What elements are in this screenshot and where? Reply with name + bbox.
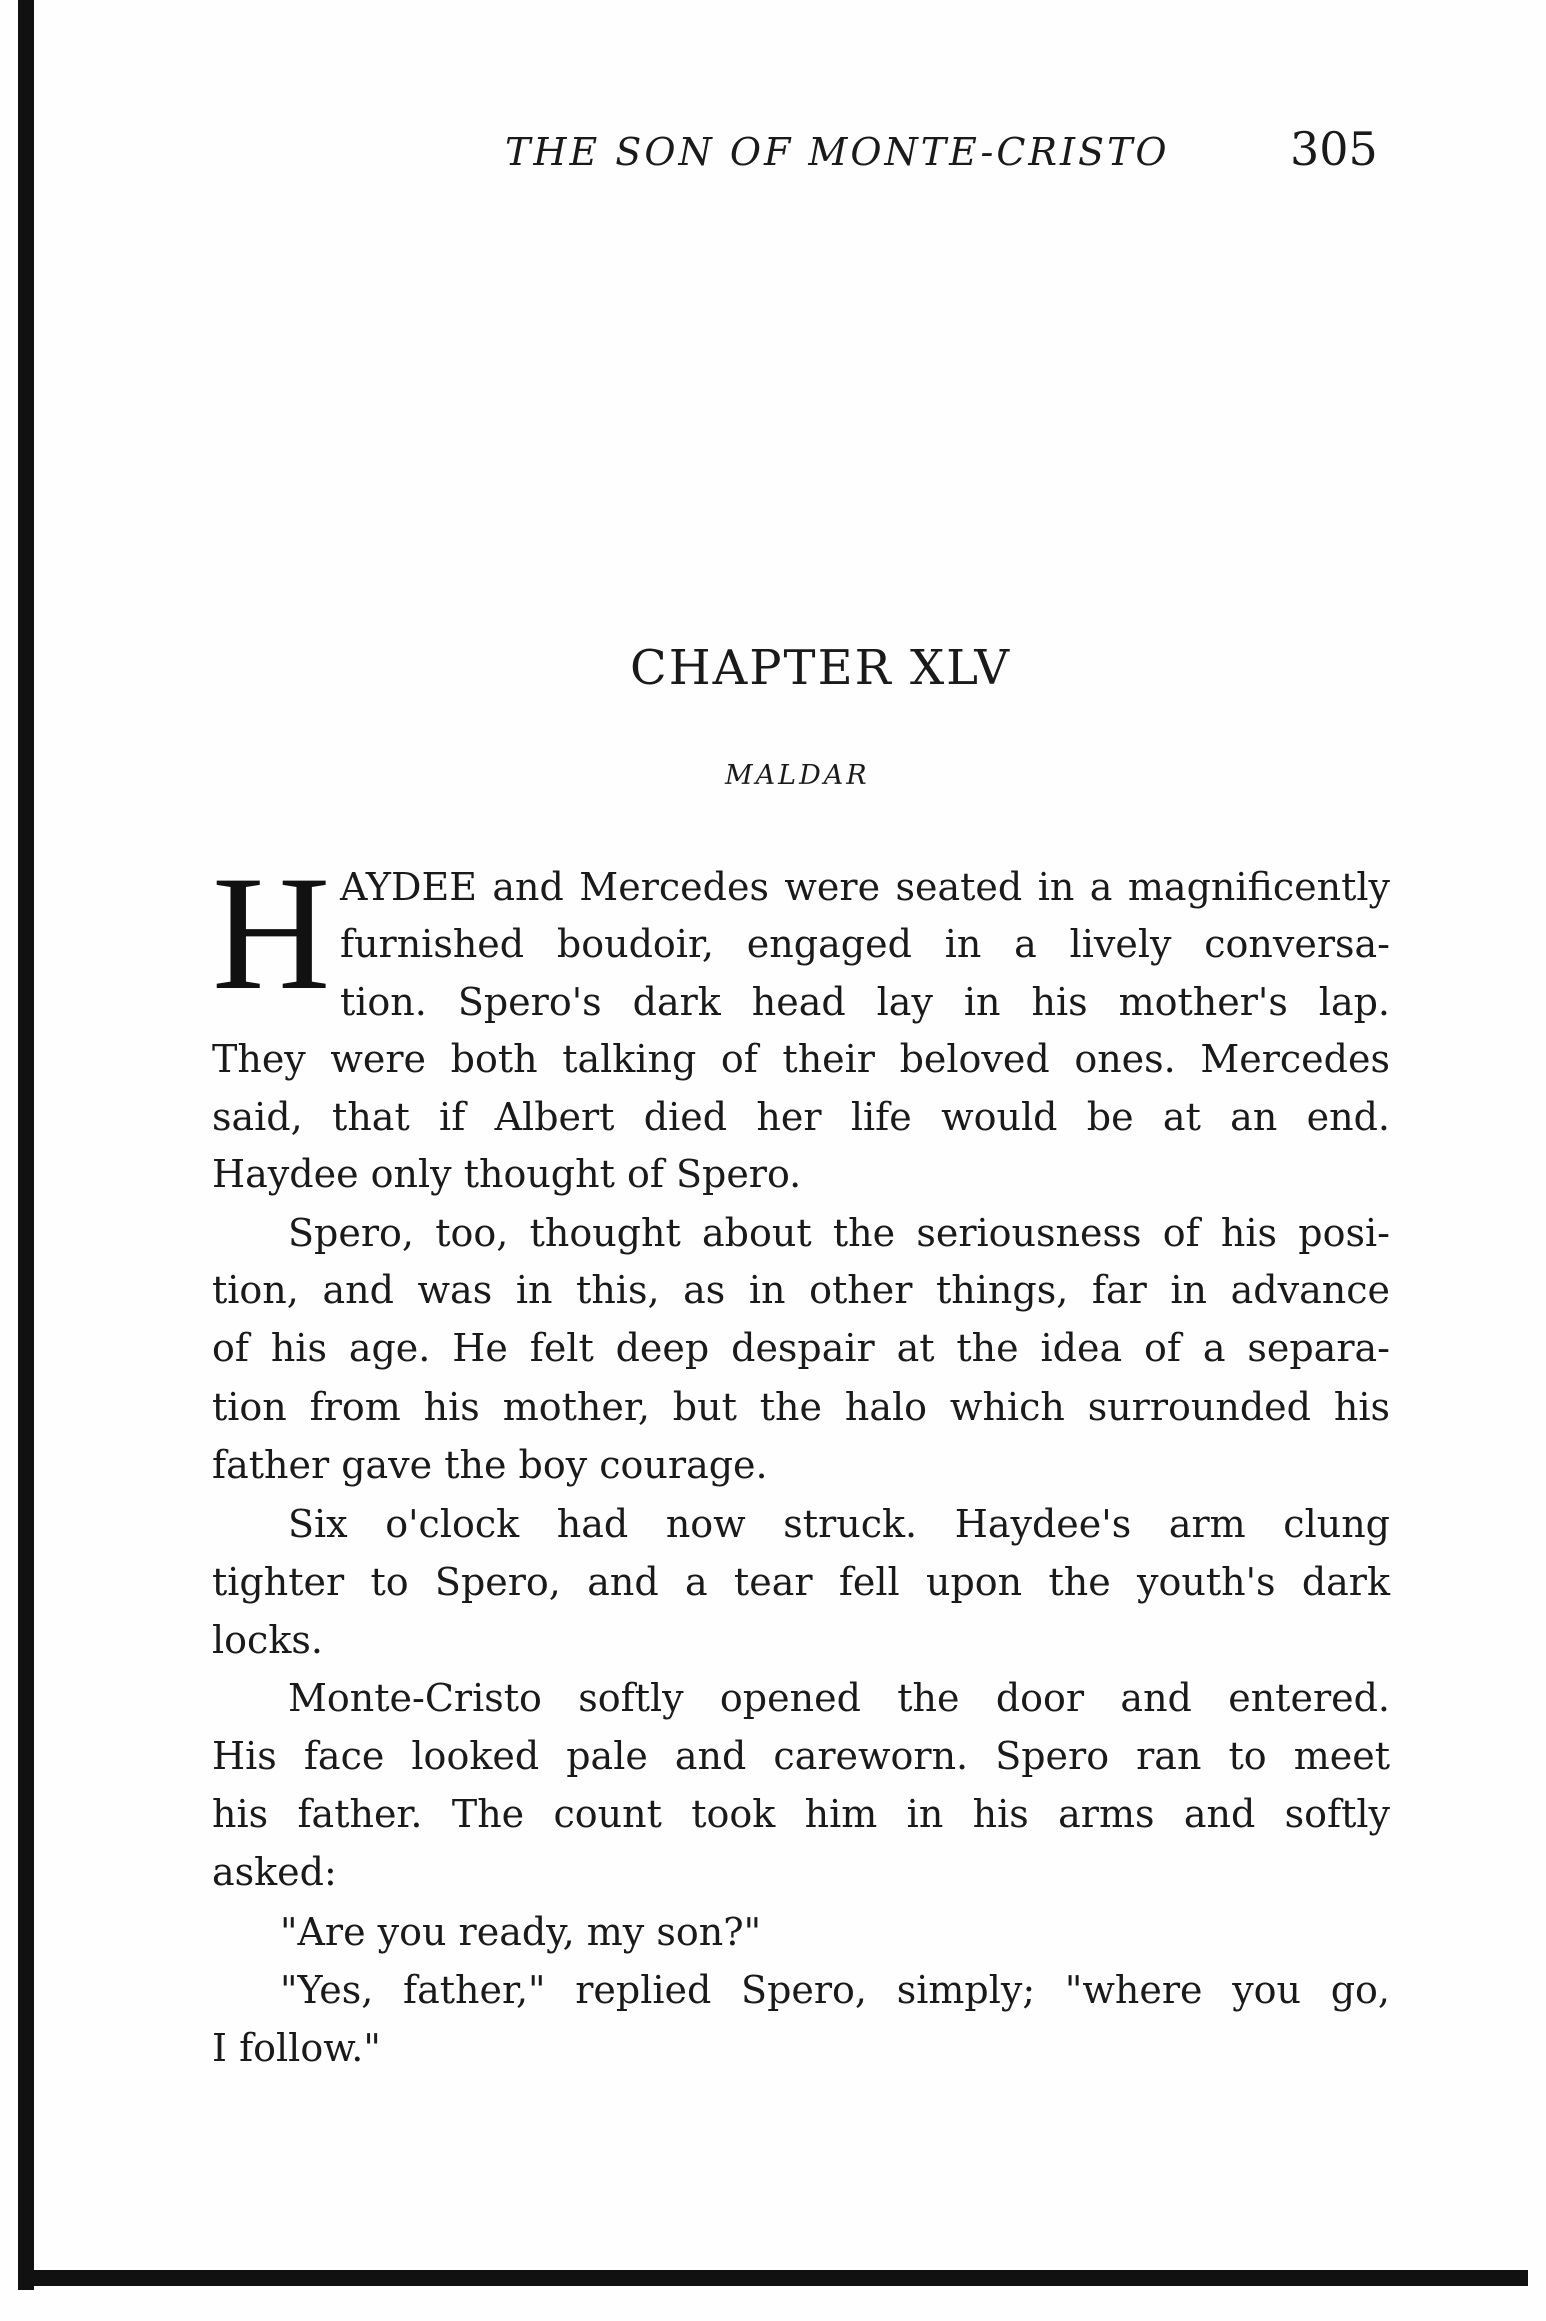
chapter-subtitle: MALDAR: [725, 760, 870, 791]
text-line: AYDEE and Mercedes were seated in a magnificently: [340, 865, 1390, 909]
running-title: THE SON OF MONTE-CRISTO: [505, 130, 1170, 174]
text-line: father gave the boy courage.: [212, 1443, 768, 1487]
text-line: tion from his mother, but the halo which surrounded his: [212, 1385, 1390, 1429]
text-line: Monte-Cristo softly opened the door and entered.: [288, 1676, 1390, 1720]
text-line: tion, and was in this, as in other things, far in advance: [212, 1268, 1390, 1312]
left-border-rule: [18, 0, 34, 2290]
text-line: said, that if Albert died her life would be at an end.: [212, 1095, 1390, 1139]
text-line: his father. The count took him in his arms and softly: [212, 1792, 1390, 1836]
text-line: tion. Spero's dark head lay in his mother's lap.: [340, 980, 1390, 1024]
text-line: locks.: [212, 1618, 323, 1662]
text-line: Spero, too, thought about the seriousness of his posi-: [288, 1211, 1390, 1255]
text-line: of his age. He felt deep despair at the idea of a separa-: [212, 1326, 1390, 1370]
page-number: 305: [1290, 122, 1378, 176]
text-line: "Are you ready, my son?": [280, 1910, 762, 1954]
text-line: furnished boudoir, engaged in a lively conversa-: [340, 922, 1390, 966]
text-line: asked:: [212, 1850, 337, 1894]
text-line: I follow.": [212, 2026, 381, 2070]
text-line: Haydee only thought of Spero.: [212, 1152, 802, 1196]
text-line: His face looked pale and careworn. Spero ran to meet: [212, 1734, 1390, 1778]
text-line: Six o'clock had now struck. Haydee's arm clung: [288, 1502, 1390, 1546]
text-line: tighter to Spero, and a tear fell upon the youth's dark: [212, 1560, 1390, 1604]
text-line: They were both talking of their beloved ones. Mercedes: [212, 1037, 1390, 1081]
bottom-border-rule: [18, 2270, 1528, 2286]
chapter-title: CHAPTER XLV: [630, 640, 1012, 696]
drop-cap: H: [212, 843, 331, 1024]
text-line: "Yes, father," replied Spero, simply; "where you go,: [280, 1968, 1390, 2012]
